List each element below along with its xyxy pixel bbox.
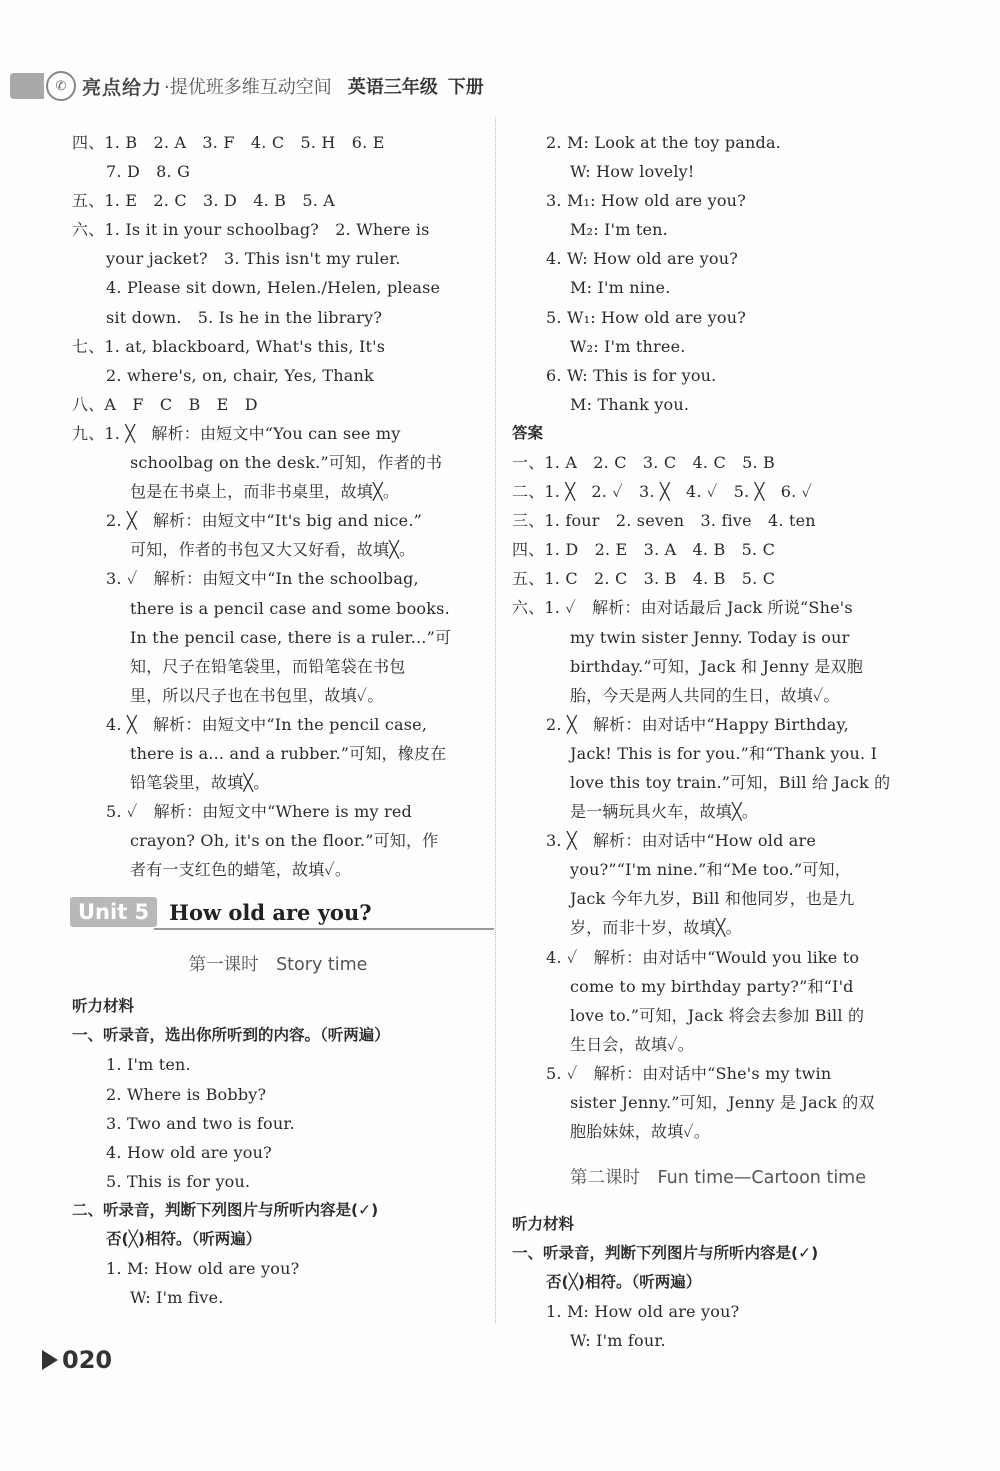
text-line: 3. ╳ 解析：由对话中“How old are xyxy=(546,831,817,851)
text-line: crayon? Oh, it's on the floor.”可知，作 xyxy=(130,831,439,851)
text-line: 是一辆玩具火车，故填╳。 xyxy=(570,802,759,822)
text-line: 2. M: Look at the toy panda. xyxy=(546,133,781,152)
text-line: 4. ╳ 解析：由短文中“In the pencil case, xyxy=(106,714,428,734)
unit-heading xyxy=(70,892,484,932)
text-line: come to my birthday party?”和“I'd xyxy=(570,976,854,996)
brand-name: 亮点给力 xyxy=(82,76,163,99)
text-line: birthday.”可知，Jack 和 Jenny 是双胞 xyxy=(570,656,863,676)
text-line: 六、1. ✓ 解析：由对话最后 Jack 所说“She's xyxy=(512,598,853,618)
text-line: 5. W₁: How old are you? xyxy=(546,307,747,327)
unit-title: How old are you? xyxy=(169,899,372,925)
page-header xyxy=(10,66,484,106)
text-line: your jacket? 3. This isn't my ruler. xyxy=(106,249,401,269)
text-line: sit down. 5. Is he in the library? xyxy=(106,307,383,327)
text-line: 五、1. E 2. C 3. D 4. B 5. A xyxy=(72,191,336,211)
text-line: there is a pencil case and some books. xyxy=(130,598,450,618)
text-line: 听力材料 xyxy=(72,997,135,1016)
text-line: In the pencil case, there is a ruler...”可 xyxy=(130,627,452,647)
right-listening xyxy=(512,1210,924,1355)
unit-tag: Unit 5 xyxy=(70,897,157,927)
text-line: 六、1. Is it in your schoolbag? 2. Where is xyxy=(72,220,430,240)
text-line: Jack 今年九岁，Bill 和他同岁，也是九 xyxy=(570,889,855,909)
text-line: love to.”可知，Jack 将会去参加 Bill 的 xyxy=(570,1005,865,1025)
column-divider xyxy=(495,118,496,1323)
text-line: 2. Where is Bobby? xyxy=(106,1084,267,1104)
left-listening xyxy=(72,992,484,1312)
text-line: 二、1. ╳ 2. ✓ 3. ╳ 4. ✓ 5. ╳ 6. ✓ xyxy=(512,482,813,502)
text-line: M: I'm nine. xyxy=(570,278,671,298)
text-line: 里，所以尺子也在书包里，故填✓。 xyxy=(130,685,384,705)
text-line: 4. W: How old are you? xyxy=(546,249,739,269)
left-answers xyxy=(72,128,484,884)
text-line: 岁，而非十岁，故填╳。 xyxy=(570,918,742,938)
text-line: 1. I'm ten. xyxy=(106,1055,191,1075)
text-line: 一、听录音，判断下列图片与所听内容是(✓) xyxy=(512,1244,819,1263)
arrow-icon xyxy=(42,1350,58,1370)
right-column xyxy=(512,128,924,1355)
text-line: 三、1. four 2. seven 3. five 4. ten xyxy=(512,511,816,531)
text-line: 1. M: How old are you? xyxy=(106,1258,300,1278)
text-line: M: Thank you. xyxy=(570,394,690,414)
text-line: W₂: I'm three. xyxy=(570,336,686,356)
text-line: 八、A F C B E D xyxy=(72,394,258,414)
text-line: 7. D 8. G xyxy=(106,162,191,182)
text-line: my twin sister Jenny. Today is our xyxy=(570,627,850,647)
text-line: there is a... and a rubber.”可知，橡皮在 xyxy=(130,743,447,763)
text-line: 2. where's, on, chair, Yes, Thank xyxy=(106,365,374,385)
text-line: 4. How old are you? xyxy=(106,1142,272,1162)
text-line: 一、听录音，选出你所听到的内容。（听两遍） xyxy=(72,1026,390,1045)
text-line: 5. This is for you. xyxy=(106,1171,251,1191)
term-label: 下册 xyxy=(447,77,484,98)
text-line: 一、1. A 2. C 3. C 4. C 5. B xyxy=(512,452,775,472)
text-line: 四、1. B 2. A 3. F 4. C 5. H 6. E xyxy=(72,133,385,152)
text-line: 五、1. C 2. C 3. B 4. B 5. C xyxy=(512,569,776,589)
text-line: 九、1. ╳ 解析：由短文中“You can see my xyxy=(72,423,401,443)
text-line: 者有一支红色的蜡笔，故填✓。 xyxy=(130,860,352,880)
text-line: 2. ╳ 解析：由对话中“Happy Birthday, xyxy=(546,714,849,734)
logo-block xyxy=(10,73,44,99)
text-line: 七、1. at, blackboard, What's this, It's xyxy=(72,336,386,356)
text-line: 5. ✓ 解析：由短文中“Where is my red xyxy=(106,802,412,822)
unit-underline xyxy=(154,928,494,930)
brand-subtitle: ·提优班多维互动空间 xyxy=(164,77,332,98)
right-answers xyxy=(512,128,924,1146)
lesson-title-2: 第二课时 Fun time—Cartoon time xyxy=(570,1168,866,1189)
text-line: W: I'm four. xyxy=(570,1331,666,1351)
lesson-title: 第一课时 Story time xyxy=(188,955,368,976)
text-line: 包是在书桌上，而非书桌里，故填╳。 xyxy=(130,482,400,502)
text-line: you?”“I'm nine.”和“Me too.”可知， xyxy=(570,860,851,880)
text-line: 胎，今天是两人共同的生日，故填✓。 xyxy=(570,685,840,705)
text-line: Jack! This is for you.”和“Thank you. I xyxy=(570,743,878,763)
text-line: 2. ╳ 解析：由短文中“It's big and nice.” xyxy=(106,511,422,531)
text-line: schoolbag on the desk.”可知，作者的书 xyxy=(130,453,443,473)
text-line: 5. ✓ 解析：由对话中“She's my twin xyxy=(546,1063,832,1083)
text-line: 1. M: How old are you? xyxy=(546,1302,740,1322)
text-line: W: I'm five. xyxy=(130,1288,224,1307)
left-column xyxy=(72,128,484,1312)
text-line: 可知，作者的书包又大又好看，故填╳。 xyxy=(130,540,416,560)
text-line: M₂: I'm ten. xyxy=(570,220,668,240)
text-line: 知，尺子在铅笔袋里，而铅笔袋在书包 xyxy=(130,656,406,676)
text-line: 二、听录音，判断下列图片与所听内容是(✓) xyxy=(72,1200,379,1219)
text-line: 四、1. D 2. E 3. A 4. B 5. C xyxy=(512,540,776,560)
text-line: 听力材料 xyxy=(512,1215,575,1234)
text-line: love this toy train.”可知，Bill 给 Jack 的 xyxy=(570,772,891,792)
text-line: 胞胎妹妹，故填✓。 xyxy=(570,1122,711,1142)
text-line: 铅笔袋里，故填╳。 xyxy=(130,773,270,793)
text-line: 否(╳)相符。（听两遍） xyxy=(546,1273,702,1292)
text-line: 3. ✓ 解析：由短文中“In the schoolbag, xyxy=(106,569,419,589)
text-line: 6. W: This is for you. xyxy=(546,365,717,385)
page-number xyxy=(42,1346,112,1374)
subject-label: 英语三年级 xyxy=(347,77,438,98)
text-line: 答案 xyxy=(512,423,544,442)
text-line: 否(╳)相符。（听两遍） xyxy=(106,1229,262,1248)
page-number-text: 020 xyxy=(62,1346,113,1374)
text-line: 3. M₁: How old are you? xyxy=(546,191,746,211)
text-line: W: How lovely! xyxy=(570,162,695,182)
text-line: 4. Please sit down, Helen./Helen, please xyxy=(106,278,441,298)
text-line: 生日会，故填✓。 xyxy=(570,1034,694,1054)
text-line: sister Jenny.”可知，Jenny 是 Jack 的双 xyxy=(570,1093,875,1112)
logo-icon: ✆ xyxy=(46,71,76,101)
text-line: 4. ✓ 解析：由对话中“Would you like to xyxy=(546,947,860,967)
text-line: 3. Two and two is four. xyxy=(106,1113,295,1133)
